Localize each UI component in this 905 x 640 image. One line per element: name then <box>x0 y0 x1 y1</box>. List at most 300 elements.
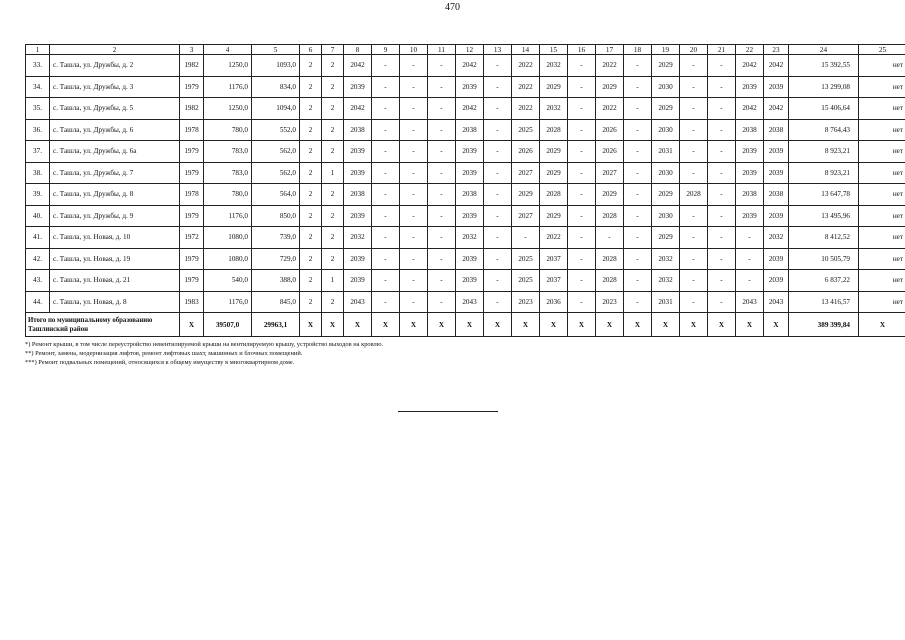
table-row <box>26 76 905 98</box>
column-number-cell: 13 <box>484 45 512 55</box>
table-row <box>26 162 905 184</box>
table-cell: 2037 <box>540 248 568 270</box>
table-cell: 2 <box>322 55 344 77</box>
table-cell: 2029 <box>540 76 568 98</box>
table-cell: 2029 <box>540 141 568 163</box>
table-cell: 1979 <box>180 141 204 163</box>
table-cell: 2039 <box>736 76 764 98</box>
column-number-cell: 18 <box>624 45 652 55</box>
table-cell: - <box>708 55 736 77</box>
table-cell: 2039 <box>764 76 789 98</box>
table-cell: - <box>484 55 512 77</box>
table-cell: - <box>484 184 512 206</box>
table-cell: - <box>400 141 428 163</box>
table-cell: 2 <box>300 55 322 77</box>
table-cell: 2039 <box>344 141 372 163</box>
table-row <box>26 205 905 227</box>
table-cell: 13 299,08 <box>789 76 859 98</box>
table-cell: - <box>428 184 456 206</box>
footnote-1: *) Ремонт крыши, в том числе переустройство невентилируемой крыши на вентилируемую крышу, устройство выходов на кровлю. <box>25 341 384 348</box>
table-cell: 8 412,52 <box>789 227 859 249</box>
table-cell: 2 <box>300 98 322 120</box>
column-number-cell: 16 <box>568 45 596 55</box>
table-cell: 1983 <box>180 291 204 313</box>
table-cell: 2025 <box>512 119 540 141</box>
table-cell: 540,0 <box>204 270 252 292</box>
column-number-cell: 19 <box>652 45 680 55</box>
table-cell: 2022 <box>512 76 540 98</box>
address-cell: с. Ташла, ул. Новая, д. 10 <box>50 227 180 249</box>
table-cell: 2031 <box>652 291 680 313</box>
table-cell: - <box>680 248 708 270</box>
address-cell: с. Ташла, ул. Дружбы, д. 6 <box>50 119 180 141</box>
table-cell: - <box>624 141 652 163</box>
table-cell: - <box>428 55 456 77</box>
table-cell: - <box>624 119 652 141</box>
table-cell: 2026 <box>596 119 624 141</box>
table-cell: 2039 <box>456 248 484 270</box>
table-cell: - <box>400 98 428 120</box>
table-cell: 2039 <box>344 248 372 270</box>
table-cell: 2043 <box>764 291 789 313</box>
total-cell: X <box>428 313 456 337</box>
table-cell: 13 647,78 <box>789 184 859 206</box>
table-cell: - <box>736 227 764 249</box>
column-number-cell: 5 <box>252 45 300 55</box>
total-cell: X <box>344 313 372 337</box>
total-cell: X <box>859 313 905 337</box>
table-cell: - <box>484 76 512 98</box>
table-cell: 2029 <box>652 55 680 77</box>
column-number-cell: 22 <box>736 45 764 55</box>
table-cell: 1979 <box>180 162 204 184</box>
table-cell: 1080,0 <box>204 227 252 249</box>
table-cell: 43. <box>26 270 50 292</box>
total-cell: 389 399,84 <box>789 313 859 337</box>
total-cell: X <box>512 313 540 337</box>
table-cell: 2029 <box>512 184 540 206</box>
table-cell: 2039 <box>736 141 764 163</box>
table-cell: 2039 <box>456 162 484 184</box>
table-cell: 2031 <box>652 141 680 163</box>
table-cell: 1176,0 <box>204 76 252 98</box>
table-cell: 40. <box>26 205 50 227</box>
table-cell: 2042 <box>764 98 789 120</box>
table-cell: - <box>400 270 428 292</box>
table-cell: 2026 <box>512 141 540 163</box>
table-cell: нет <box>859 55 905 77</box>
column-number-cell: 2 <box>50 45 180 55</box>
table-cell: нет <box>859 98 905 120</box>
table-cell: 1978 <box>180 119 204 141</box>
table-cell: 388,0 <box>252 270 300 292</box>
table-cell: 562,0 <box>252 162 300 184</box>
table-cell: 10 505,79 <box>789 248 859 270</box>
table-cell: - <box>568 227 596 249</box>
table-cell: 2042 <box>344 55 372 77</box>
table-cell: 1 <box>322 162 344 184</box>
column-number-cell: 3 <box>180 45 204 55</box>
table-cell: 2039 <box>764 141 789 163</box>
table-cell: - <box>484 291 512 313</box>
table-cell: 780,0 <box>204 119 252 141</box>
table-cell: 2029 <box>652 227 680 249</box>
table-cell: - <box>680 119 708 141</box>
table-row <box>26 270 905 292</box>
table-cell: 2026 <box>596 141 624 163</box>
column-number-cell: 7 <box>322 45 344 55</box>
table-cell: - <box>484 270 512 292</box>
table-cell: 2023 <box>596 291 624 313</box>
table-cell: 845,0 <box>252 291 300 313</box>
total-cell: X <box>680 313 708 337</box>
table-cell: - <box>372 184 400 206</box>
table-cell: 2032 <box>456 227 484 249</box>
total-cell: X <box>736 313 764 337</box>
table-cell: - <box>736 270 764 292</box>
table-cell: 2029 <box>596 76 624 98</box>
table-cell: - <box>400 55 428 77</box>
table-cell: - <box>624 205 652 227</box>
column-number-cell: 14 <box>512 45 540 55</box>
table-cell: 6 837,22 <box>789 270 859 292</box>
column-number-cell: 8 <box>344 45 372 55</box>
total-cell: X <box>540 313 568 337</box>
table-cell: 2 <box>300 227 322 249</box>
table-cell: 2032 <box>540 98 568 120</box>
table-cell: - <box>428 119 456 141</box>
table-cell: 850,0 <box>252 205 300 227</box>
table-cell: 15 392,55 <box>789 55 859 77</box>
footnotes <box>25 340 880 367</box>
table-cell: 2023 <box>512 291 540 313</box>
table-cell: 780,0 <box>204 184 252 206</box>
table-cell: 2038 <box>736 184 764 206</box>
table-cell: 2030 <box>652 162 680 184</box>
table-cell: 2028 <box>680 184 708 206</box>
table-cell: 8 764,43 <box>789 119 859 141</box>
table-cell: 1094,0 <box>252 98 300 120</box>
table-cell: нет <box>859 291 905 313</box>
table-cell: - <box>428 270 456 292</box>
table-cell: 2 <box>300 205 322 227</box>
table-cell: 2 <box>322 119 344 141</box>
table-cell: 2039 <box>736 162 764 184</box>
table-row <box>26 55 905 77</box>
table-cell: - <box>484 119 512 141</box>
table-cell: 2030 <box>652 119 680 141</box>
address-cell: с. Ташла, ул. Новая, д. 8 <box>50 291 180 313</box>
separator-line <box>398 411 498 412</box>
address-cell: с. Ташла, ул. Дружбы, д. 6а <box>50 141 180 163</box>
table-cell: 1250,0 <box>204 55 252 77</box>
table-cell: 739,0 <box>252 227 300 249</box>
table-cell: 1 <box>322 270 344 292</box>
total-label: Итого по муниципальному образованию Ташлинский район <box>26 313 180 337</box>
table-cell: - <box>400 76 428 98</box>
table-cell: - <box>568 248 596 270</box>
table-cell: 1972 <box>180 227 204 249</box>
table-cell: - <box>624 162 652 184</box>
total-row <box>26 313 905 337</box>
table-cell: 2029 <box>540 205 568 227</box>
table-cell: 2043 <box>456 291 484 313</box>
column-number-cell: 15 <box>540 45 568 55</box>
table-cell: - <box>484 141 512 163</box>
table-cell: 2038 <box>456 119 484 141</box>
table-cell: - <box>708 270 736 292</box>
table-cell: 2039 <box>344 205 372 227</box>
table-cell: - <box>680 76 708 98</box>
table-cell: - <box>372 162 400 184</box>
table-cell: - <box>400 119 428 141</box>
total-cell: 39507,0 <box>204 313 252 337</box>
total-cell: X <box>596 313 624 337</box>
column-number-row <box>26 45 905 55</box>
table-row <box>26 119 905 141</box>
table-cell: 2032 <box>764 227 789 249</box>
column-number-cell: 23 <box>764 45 789 55</box>
table-cell: 44. <box>26 291 50 313</box>
table-cell: 2042 <box>736 98 764 120</box>
table-cell: 2 <box>322 248 344 270</box>
table-cell: - <box>708 119 736 141</box>
table-cell: 2038 <box>344 184 372 206</box>
table-cell: 783,0 <box>204 141 252 163</box>
table-cell: - <box>484 205 512 227</box>
table-cell: 1979 <box>180 76 204 98</box>
table-cell: 2029 <box>540 162 568 184</box>
table-row <box>26 184 905 206</box>
address-cell: с. Ташла, ул. Дружбы, д. 3 <box>50 76 180 98</box>
column-number-cell: 24 <box>789 45 859 55</box>
table-cell: - <box>624 184 652 206</box>
table-cell: 2032 <box>652 248 680 270</box>
table-cell: 2039 <box>736 205 764 227</box>
table-cell: - <box>708 291 736 313</box>
address-cell: с. Ташла, ул. Дружбы, д. 2 <box>50 55 180 77</box>
total-cell: 29963,1 <box>252 313 300 337</box>
table-cell: - <box>568 162 596 184</box>
table-cell: нет <box>859 162 905 184</box>
table-cell: - <box>708 205 736 227</box>
table-cell: 8 923,21 <box>789 141 859 163</box>
table-cell: 2039 <box>456 76 484 98</box>
table-cell: - <box>484 98 512 120</box>
table-cell: - <box>568 141 596 163</box>
table-cell: нет <box>859 76 905 98</box>
column-number-cell: 4 <box>204 45 252 55</box>
total-cell: X <box>400 313 428 337</box>
column-number-cell: 12 <box>456 45 484 55</box>
table-cell: - <box>428 162 456 184</box>
table-cell: 2022 <box>596 98 624 120</box>
table-cell: 2028 <box>596 248 624 270</box>
table-cell: - <box>400 291 428 313</box>
table-cell: 33. <box>26 55 50 77</box>
column-number-cell: 21 <box>708 45 736 55</box>
total-cell: X <box>322 313 344 337</box>
table-cell: 2036 <box>540 291 568 313</box>
table-cell: 2042 <box>344 98 372 120</box>
table-cell: 2032 <box>540 55 568 77</box>
total-cell: X <box>372 313 400 337</box>
table-cell: 41. <box>26 227 50 249</box>
table-cell: - <box>708 227 736 249</box>
table-cell: - <box>372 76 400 98</box>
table-cell: 2039 <box>764 205 789 227</box>
table-cell: 2 <box>300 76 322 98</box>
total-cell: X <box>624 313 652 337</box>
table-cell: - <box>484 248 512 270</box>
table-cell: - <box>428 141 456 163</box>
table-cell: 1978 <box>180 184 204 206</box>
column-number-cell: 11 <box>428 45 456 55</box>
table-cell: 2032 <box>652 270 680 292</box>
table-cell: 39. <box>26 184 50 206</box>
table-cell: - <box>400 184 428 206</box>
table-cell: 13 416,57 <box>789 291 859 313</box>
table-cell: - <box>568 98 596 120</box>
table-cell: 2029 <box>596 184 624 206</box>
table-cell: - <box>428 76 456 98</box>
address-cell: с. Ташла, ул. Дружбы, д. 8 <box>50 184 180 206</box>
column-number-cell: 20 <box>680 45 708 55</box>
table-cell: 2039 <box>344 162 372 184</box>
table-row <box>26 227 905 249</box>
column-number-cell: 1 <box>26 45 50 55</box>
table-cell: 2038 <box>344 119 372 141</box>
table-cell: - <box>428 227 456 249</box>
column-number-cell: 9 <box>372 45 400 55</box>
table-cell: - <box>680 55 708 77</box>
table-cell: 2 <box>322 291 344 313</box>
table-cell: - <box>512 227 540 249</box>
table-cell: 2028 <box>596 270 624 292</box>
table-cell: 783,0 <box>204 162 252 184</box>
address-cell: с. Ташла, ул. Дружбы, д. 7 <box>50 162 180 184</box>
table-cell: 36. <box>26 119 50 141</box>
total-cell: X <box>456 313 484 337</box>
table-cell: - <box>428 291 456 313</box>
table-cell: - <box>400 227 428 249</box>
table-cell: 2039 <box>764 270 789 292</box>
table-cell: - <box>568 205 596 227</box>
table-cell: 37. <box>26 141 50 163</box>
table-cell: 2039 <box>764 248 789 270</box>
table-cell: 2039 <box>456 205 484 227</box>
table-cell: 2022 <box>512 98 540 120</box>
table-row <box>26 248 905 270</box>
total-cell: X <box>300 313 322 337</box>
total-cell: X <box>484 313 512 337</box>
table-cell: - <box>484 162 512 184</box>
total-cell: X <box>180 313 204 337</box>
table-cell: - <box>400 205 428 227</box>
table-cell: 2027 <box>512 162 540 184</box>
table-cell: 2030 <box>652 205 680 227</box>
table-cell: - <box>568 76 596 98</box>
table-cell: - <box>428 205 456 227</box>
table-cell: нет <box>859 119 905 141</box>
table-row <box>26 141 905 163</box>
table-cell: - <box>372 227 400 249</box>
table-cell: 15 406,64 <box>789 98 859 120</box>
table-cell: - <box>428 98 456 120</box>
table-cell: 2029 <box>652 98 680 120</box>
table-cell: - <box>372 98 400 120</box>
table-cell: нет <box>859 141 905 163</box>
table-cell: - <box>680 141 708 163</box>
footnote-3: ***) Ремонт подвальных помещений, относящихся к общему имуществу в многоквартирном доме. <box>25 359 295 366</box>
table-cell: 2 <box>300 184 322 206</box>
table-cell: - <box>568 291 596 313</box>
table-cell: 1979 <box>180 248 204 270</box>
table-cell: 2042 <box>736 55 764 77</box>
table-cell: 2028 <box>540 119 568 141</box>
table-cell: 2 <box>300 141 322 163</box>
table-cell: - <box>372 270 400 292</box>
table-cell: 1093,0 <box>252 55 300 77</box>
table-cell: 2 <box>322 98 344 120</box>
table-cell: нет <box>859 248 905 270</box>
column-number-cell: 25 <box>859 45 905 55</box>
table-cell: 2025 <box>512 270 540 292</box>
table-cell: 1979 <box>180 270 204 292</box>
table-cell: 2 <box>322 141 344 163</box>
total-cell: X <box>708 313 736 337</box>
table-cell: 2 <box>300 162 322 184</box>
table-cell: - <box>484 227 512 249</box>
table-cell: 35. <box>26 98 50 120</box>
table-cell: 2039 <box>456 270 484 292</box>
table-cell: 2 <box>322 184 344 206</box>
address-cell: с. Ташла, ул. Новая, д. 21 <box>50 270 180 292</box>
table-cell: 2027 <box>512 205 540 227</box>
table-cell: - <box>568 119 596 141</box>
table-cell: - <box>736 248 764 270</box>
table-cell: 2022 <box>540 227 568 249</box>
page-number: 470 <box>445 2 460 13</box>
table-cell: - <box>372 248 400 270</box>
table-cell: 2029 <box>652 184 680 206</box>
table-cell: 1176,0 <box>204 205 252 227</box>
table-cell: 1250,0 <box>204 98 252 120</box>
total-cell: X <box>568 313 596 337</box>
table-cell: 2022 <box>596 55 624 77</box>
table-cell: - <box>708 141 736 163</box>
table-cell: 2022 <box>512 55 540 77</box>
table-cell: 2039 <box>344 270 372 292</box>
table-cell: 2030 <box>652 76 680 98</box>
table-cell: нет <box>859 184 905 206</box>
table-cell: - <box>596 227 624 249</box>
table-cell: 2038 <box>736 119 764 141</box>
table-cell: 2042 <box>456 55 484 77</box>
table-cell: - <box>680 291 708 313</box>
table-cell: - <box>680 270 708 292</box>
table-cell: - <box>400 248 428 270</box>
table-cell: 1982 <box>180 98 204 120</box>
table-cell: 2 <box>300 248 322 270</box>
table-cell: 2038 <box>764 119 789 141</box>
table-cell: 2 <box>322 76 344 98</box>
table-cell: - <box>568 184 596 206</box>
table-cell: 2037 <box>540 270 568 292</box>
table-cell: - <box>568 270 596 292</box>
table-cell: 2 <box>300 119 322 141</box>
table-cell: 2032 <box>344 227 372 249</box>
